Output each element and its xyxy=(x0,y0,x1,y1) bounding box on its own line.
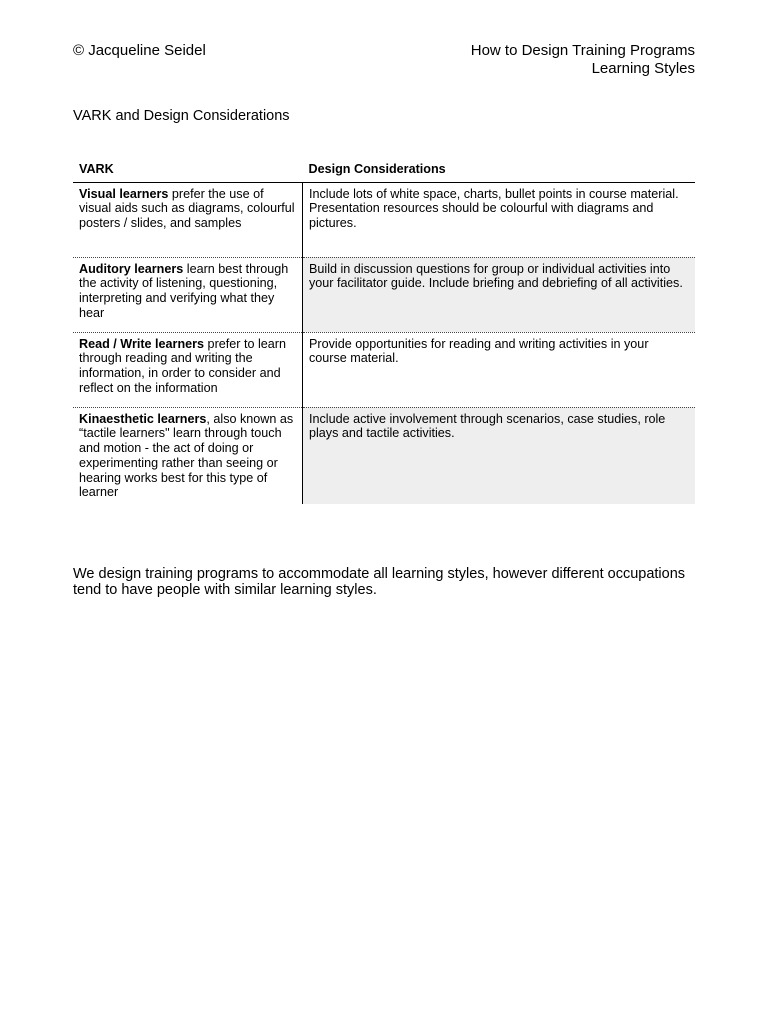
vark-cell xyxy=(73,407,303,504)
learner-type-term: Visual learners xyxy=(79,186,169,201)
design-consideration-cell: Provide opportunities for reading and writing activities in your course material. xyxy=(303,332,696,407)
document-title: How to Design Training Programs xyxy=(470,42,695,59)
learner-type-description: , also known as “tactile learners" learn through touch and motion - the act of doing or experimenting rather than seeing or hearing works best for this type of learner xyxy=(79,411,294,500)
learner-type-description: prefer to learn through reading and writing the information, in order to consider and reflect on the information xyxy=(79,336,286,395)
closing-paragraph: We design training programs to accommodate all learning styles, however different occupations tend to have people with similar learning styles. xyxy=(73,566,686,598)
vark-cell xyxy=(73,332,303,407)
design-consideration-cell: Build in discussion questions for group or individual activities into your facilitator guide. Include briefing and debriefing of all activities. xyxy=(303,257,696,332)
design-consideration-cell: Include active involvement through scenarios, case studies, role plays and tactile activities. xyxy=(303,407,696,504)
vark-cell xyxy=(73,182,303,257)
vark-table xyxy=(73,158,695,504)
learner-type-description: prefer the use of visual aids such as diagrams, colourful posters / slides, and samples xyxy=(79,186,295,231)
table-row-visual xyxy=(73,182,695,257)
learner-type-term: Kinaesthetic learners xyxy=(79,411,207,426)
column-header-design: Design Considerations xyxy=(303,158,696,182)
table-row-auditory xyxy=(73,257,695,332)
column-header-vark: VARK xyxy=(73,158,303,182)
design-consideration-cell: Include lots of white space, charts, bullet points in course material. Presentation resources should be colourful with diagrams and pictures. xyxy=(309,186,679,231)
table-header-row xyxy=(73,158,695,182)
table-row-kinaesthetic xyxy=(73,407,695,504)
document-subtitle: Learning Styles xyxy=(591,60,695,77)
vark-cell xyxy=(73,257,303,332)
author-credit: © Jacqueline Seidel xyxy=(73,42,206,59)
table-row-read-write xyxy=(73,332,695,407)
learner-type-description: learn best through the activity of listening, questioning, interpreting and verifying what they hear xyxy=(79,261,289,320)
learner-type-term: Auditory learners xyxy=(79,261,184,276)
document-header xyxy=(471,42,695,78)
section-title: VARK and Design Considerations xyxy=(73,108,290,124)
learner-type-term: Read / Write learners xyxy=(79,336,205,351)
